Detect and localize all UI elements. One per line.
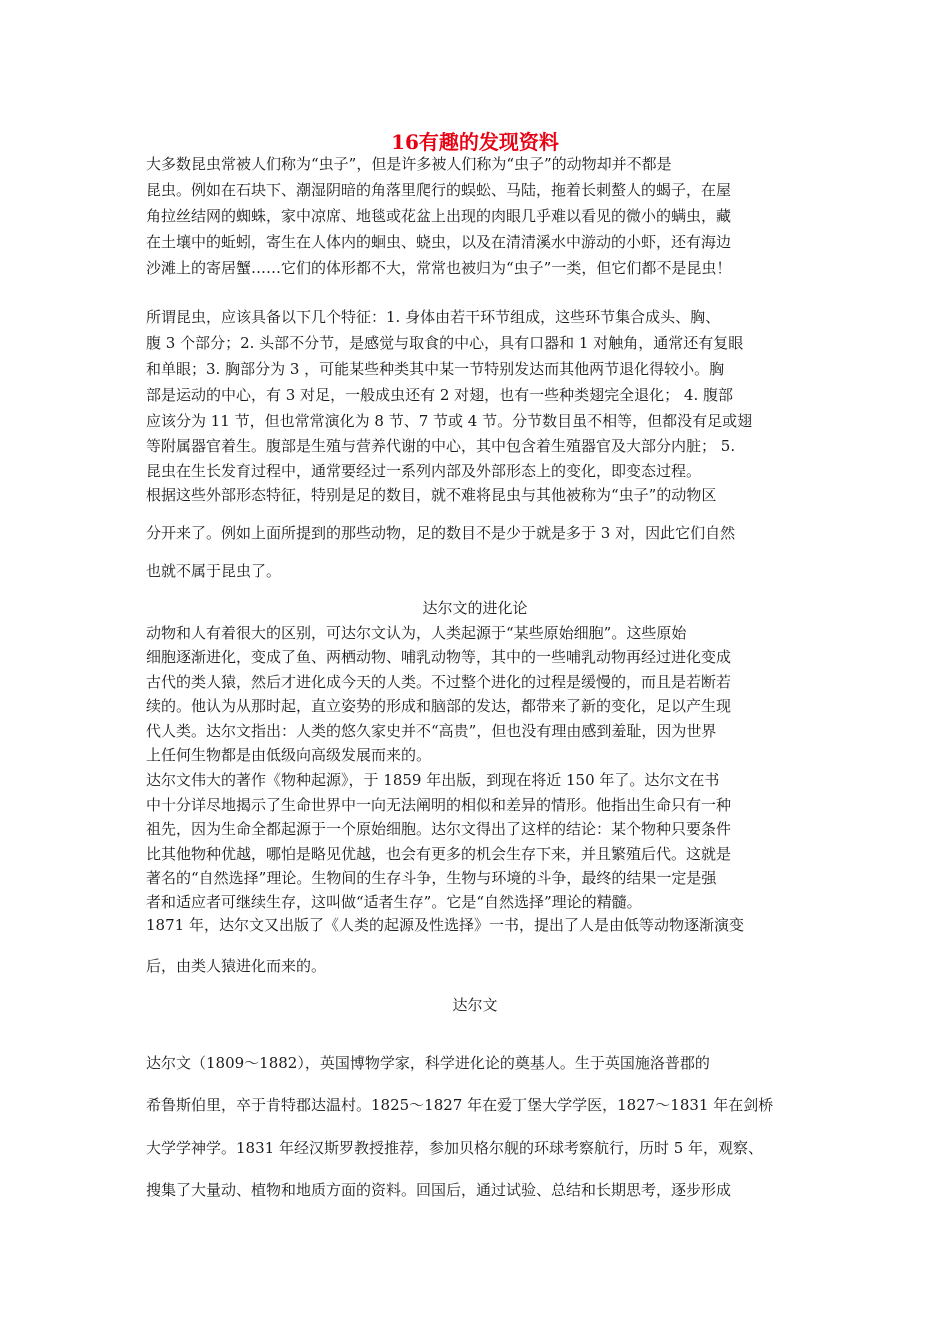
- paragraph-line: 希鲁斯伯里，卒于肯特郡达温村。1825～1827 年在爱丁堡大学学医，1827～1831 年在剑桥: [146, 1096, 774, 1114]
- paragraph-line: 后，由类人猿进化而来的。: [146, 957, 327, 975]
- section-heading: 达尔文的进化论: [422, 599, 528, 617]
- document-title: 16有趣的发现资料: [391, 130, 559, 154]
- paragraph-line: 中十分详尽地揭示了生命世界中一向无法阐明的相似和差异的情形。他指出生命只有一种: [146, 796, 732, 814]
- paragraph-line: 古代的类人猿，然后才进化成今天的人类。不过整个进化的过程是缓慢的，而且是若断若: [146, 673, 732, 691]
- paragraph-line: 大学学神学。1831 年经汉斯罗教授推荐，参加贝格尔舰的环球考察航行，历时 5 年，观察、: [146, 1139, 764, 1157]
- paragraph-line: 者和适应者可继续生存，这叫做“适者生存”。它是“自然选择”理论的精髓。: [146, 893, 642, 911]
- paragraph-line: 沙滩上的寄居蟹……它们的体形都不大，常常也被归为“虫子”一类，但它们都不是昆虫！: [146, 259, 732, 277]
- paragraph-line: 角拉丝结网的蜘蛛，家中凉席、地毯或花盆上出现的肉眼几乎难以看见的微小的螨虫，藏: [146, 207, 732, 225]
- paragraph-line: 细胞逐渐进化，变成了鱼、两栖动物、哺乳动物等，其中的一些哺乳动物再经过进化变成: [146, 648, 732, 666]
- paragraph-line: 根据这些外部形态特征，特别是足的数目，就不难将昆虫与其他被称为“虫子”的动物区: [146, 486, 717, 504]
- paragraph-line: 搜集了大量动、植物和地质方面的资料。回国后，通过试验、总结和长期思考，逐步形成: [146, 1181, 732, 1199]
- paragraph-line: 续的。他认为从那时起，直立姿势的形成和脑部的发达，都带来了新的变化，足以产生现: [146, 697, 732, 715]
- paragraph-line: 昆虫。例如在石块下、潮湿阴暗的角落里爬行的蜈蚣、马陆，拖着长刺螯人的蝎子，在屋: [146, 181, 732, 199]
- paragraph-line: 也就不属于昆虫了。: [146, 562, 282, 580]
- paragraph-line: 等附属器官着生。腹部是生殖与营养代谢的中心，其中包含着生殖器官及大部分内脏； 5.: [146, 437, 736, 455]
- paragraph-line: 代人类。达尔文指出：人类的悠久家史并不“高贵”，但也没有理由感到羞耻，因为世界: [146, 722, 717, 740]
- paragraph-line: 昆虫在生长发育过程中，通常要经过一系列内部及外部形态上的变化，即变态过程。: [146, 462, 702, 480]
- paragraph-line: 分开来了。例如上面所提到的那些动物，足的数目不是少于就是多于 3 对，因此它们自然: [146, 524, 736, 542]
- paragraph-line: 和单眼；3. 胸部分为 3 ，可能某些种类其中某一节特别发达而其他两节退化得较小。胸: [146, 360, 725, 378]
- paragraph-line: 达尔文伟大的著作《物种起源》，于 1859 年出版，到现在将近 150 年了。达尔文在书: [146, 771, 720, 789]
- paragraph-line: 部是运动的中心，有 3 对足，一般成虫还有 2 对翅，也有一些种类翅完全退化； 4. 腹部: [146, 386, 734, 404]
- paragraph-line: 腹 3 个部分；2. 头部不分节，是感觉与取食的中心，具有口器和 1 对触角，通常还有复眼: [146, 334, 744, 352]
- section-heading: 达尔文: [452, 996, 498, 1014]
- paragraph-line: 动物和人有着很大的区别，可达尔文认为，人类起源于“某些原始细胞”。这些原始: [146, 624, 687, 642]
- paragraph-line: 在土壤中的蚯蚓，寄生在人体内的蛔虫、蛲虫，以及在清清溪水中游动的小虾，还有海边: [146, 233, 732, 251]
- paragraph-line: 比其他物种优越，哪怕是略见优越，也会有更多的机会生存下来，并且繁殖后代。这就是: [146, 845, 732, 863]
- paragraph-line: 著名的“自然选择”理论。生物间的生存斗争，生物与环境的斗争，最终的结果一定是强: [146, 869, 717, 887]
- paragraph-line: 应该分为 11 节，但也常常演化为 8 节、7 节或 4 节。分节数目虽不相等，但都没有足或翅: [146, 412, 753, 430]
- paragraph-line: 所谓昆虫，应该具备以下几个特征：1. 身体由若干环节组成，这些环节集合成头、胸、: [146, 308, 721, 326]
- paragraph-line: 1871 年，达尔文又出版了《人类的起源及性选择》一书，提出了人是由低等动物逐渐演变: [146, 916, 744, 934]
- paragraph-line: 大多数昆虫常被人们称为“虫子”，但是许多被人们称为“虫子”的动物却并不都是: [146, 155, 672, 173]
- paragraph-line: 祖先，因为生命全都起源于一个原始细胞。达尔文得出了这样的结论：某个物种只要条件: [146, 820, 732, 838]
- paragraph-line: 达尔文（1809～1882），英国博物学家，科学进化论的奠基人。生于英国施洛普郡的: [146, 1054, 710, 1072]
- paragraph-line: 上任何生物都是由低级向高级发展而来的。: [146, 746, 432, 764]
